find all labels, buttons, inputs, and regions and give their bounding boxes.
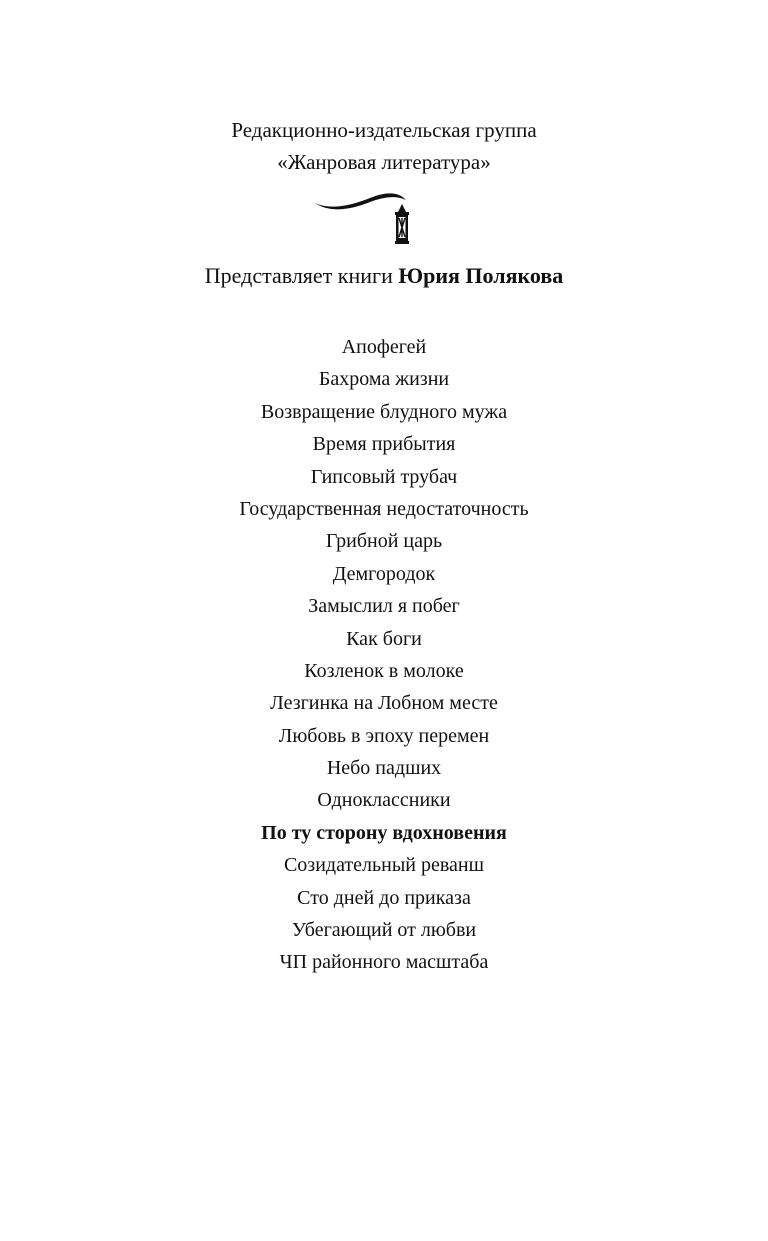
book-title: По ту сторону вдохновения xyxy=(261,821,507,844)
book-title: Одноклассники xyxy=(317,789,451,812)
book-title: ЧП районного масштаба xyxy=(279,951,489,974)
book-title: Возвращение блудного мужа xyxy=(260,400,508,423)
book-title: Лезгинка на Лобном месте xyxy=(270,692,498,715)
presents-prefix: Представляет книги xyxy=(204,263,399,288)
book-title: Гипсовый трубач xyxy=(310,465,458,488)
book-title: Бахрома жизни xyxy=(318,368,450,391)
book-list xyxy=(0,331,768,979)
book-title: Сто дней до приказа xyxy=(297,886,471,909)
book-title: Замыслил я побег xyxy=(308,595,460,618)
book-title: Время прибытия xyxy=(312,433,456,456)
book-title: Государственная недостаточность xyxy=(239,497,529,520)
publisher-line-1: Редакционно-издательская группа xyxy=(231,118,537,142)
publisher-line-2: «Жанровая литература» xyxy=(277,150,491,174)
author-name: Юрия Полякова xyxy=(398,263,564,288)
book-title: Убегающий от любви xyxy=(291,919,477,942)
book-title: Созидательный реванш xyxy=(283,854,485,877)
book-title: Любовь в эпоху перемен xyxy=(278,724,490,747)
book-title: Небо падших xyxy=(326,757,442,780)
book-title: Апофегей xyxy=(341,336,427,358)
presents-heading xyxy=(0,260,768,292)
book-title: Как боги xyxy=(346,627,422,650)
publisher-name xyxy=(0,114,768,178)
book-title: Демгородок xyxy=(332,562,436,585)
lantern-with-quill-icon xyxy=(310,188,430,248)
book-title: Козленок в молоке xyxy=(304,659,464,682)
book-title: Грибной царь xyxy=(325,530,443,553)
